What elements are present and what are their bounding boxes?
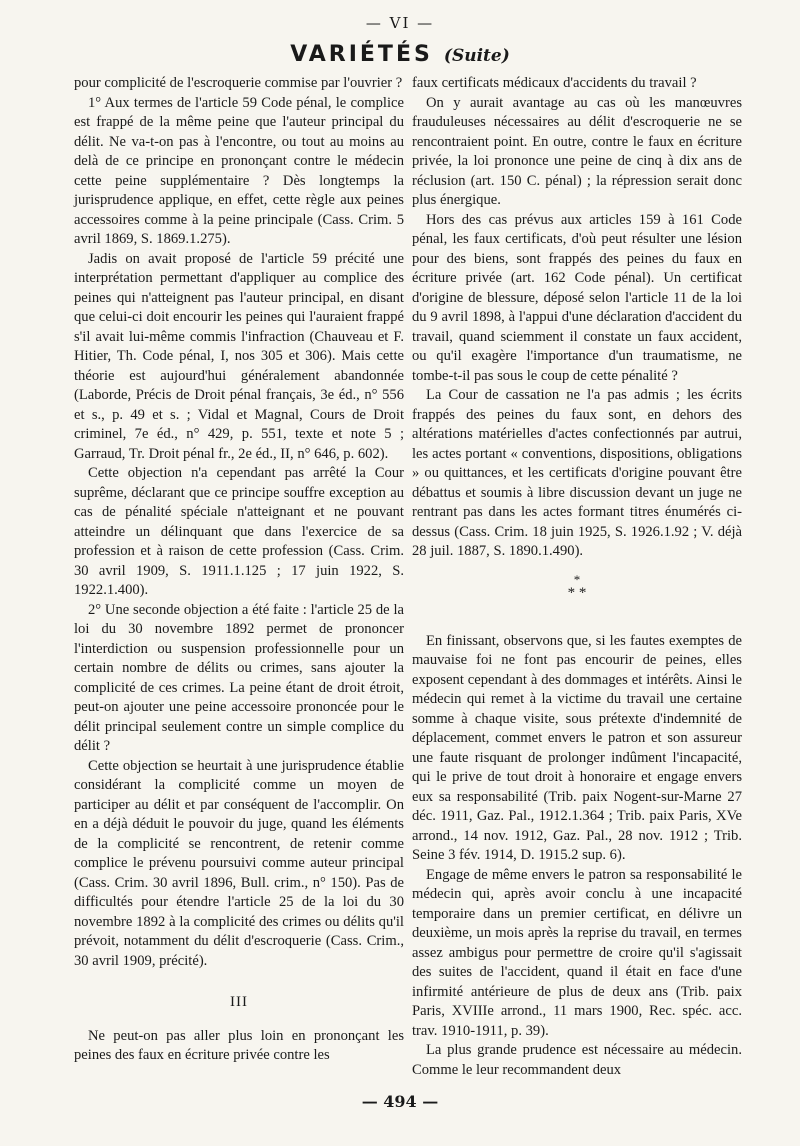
paragraph: 1° Aux termes de l'article 59 Code pénal, le complice est frappé de la même peine que l'auteur principal du délit. Ne va-t-on pas à l'encontre, ou tout au moins au delà de ce principe en prononçant contre le médecin cette peine supplémentaire ? Dès longtemps la jurisprudence applique, en effet, cette règle aux peines accessoires comme à la peine principale (Cass. Crim. 5 avril 1869, S. 1869.1.275). [74, 94, 404, 247]
right-column [412, 74, 742, 1080]
section-heading: III [230, 994, 248, 1010]
paragraph: Engage de même envers le patron sa responsabilité le médecin qui, après avoir conclu à une incapacité temporaire dans un premier certificat, en délivre un deuxième, un mois après la reprise du travail, en termes assez ambigus pour permettre de croire qu'il s'agissait des suites de l'accident, quand il était en face d'une infirmité antérieure de plus de deux ans (Trib. paix Paris, XVIIIe arrond., 11 mars 1900, Rec. spéc. acc. trav. 1910-1911, p. 39). [412, 866, 742, 1039]
left-column [74, 74, 404, 1066]
paragraph: La plus grande prudence est nécessaire au médecin. Comme le leur recommandent deux [412, 1042, 742, 1078]
paragraph: Cette objection se heurtait à une jurisprudence établie considérant la complicité comme un moyen de participer au délit et par conséquent de l'accomplir. On en a déjà déduit le pouvoir du juge, quand les éléments de la complicité se rencontrent, de retenir comme complice le prévenu poursuivi comme auteur principal (Cass. Crim. 30 avril 1896, Bull. crim., n° 150). Pas de difficultés pour étendre l'article 25 de la loi du 30 novembre 1892 à la complicité des crimes ou délits qu'il prévoit, notamment du délit d'escroquerie (Cass. Crim., 30 avril 1909, précité). [74, 757, 404, 969]
paragraph: faux certificats médicaux d'accidents du travail ? [412, 75, 697, 91]
paragraph: On y aurait avantage au cas où les manœuvres frauduleuses nécessaires au délit d'escroquerie ne se rencontraient point. En outre, contre le faux en écriture privée, la loi prononce une peine de cinq à dix ans de réclusion (art. 150 C. pénal) ; la répression serait donc plus énergique. [412, 94, 742, 208]
section-title: VARIÉTÉS [290, 42, 433, 67]
page-roman-numeral: — VI — [365, 14, 435, 32]
asterism-separator [412, 571, 742, 602]
page-number: — 494 — [361, 1092, 439, 1111]
paragraph: pour complicité de l'escroquerie commise par l'ouvrier ? [74, 75, 403, 91]
running-title [0, 42, 800, 67]
paragraph: 2° Une seconde objection a été faite : l'article 25 de la loi du 30 novembre 1892 permet de prononcer l'interdiction ou suspension professionnelle pour un certain nombre de délits ou crimes, sans ajouter la complicité de ces crimes. La peine étant de droit étroit, peut-on ajouter une peine accessoire prononcée pour le délit principal seulement contre un simple complice du délit ? [74, 601, 404, 754]
asterism-bottom: * * [567, 584, 587, 601]
section-subtitle: (Suite) [443, 46, 510, 66]
paragraph: La Cour de cassation ne l'a pas admis ; les écrits frappés des peines du faux sont, en dehors des altérations matérielles d'actes confectionnés par autrui, les actes portant « conventions, dispositions, obligations » ou quittances, et les certificats d'origine pouvant être débattus et soumis à libre discussion devant un juge ne rentrant pas dans les actes formant titres énumérés ci-dessus (Cass. Crim. 18 juin 1925, S. 1926.1.92 ; V. déjà 28 juil. 1887, S. 1890.1.490). [412, 387, 742, 559]
asterism-top: * [573, 571, 581, 587]
paragraph: En finissant, observons que, si les fautes exemptes de mauvaise foi ne font pas encourir de peines, elles exposent cependant à des dommages et intérêts. Ainsi le médecin qui remet à la victime du travail une certaine somme à chaque visite, sous prétexte d'indemnité de déplacement, commet envers le patron et son assureur une faute risquant de prolonger indûment l'incapacité, qui le prive de tout droit à honoraire et engage envers eux sa responsabilité (Trib. paix Nogent-sur-Marne 27 déc. 1911, Gaz. Pal., 1912.1.364 ; Trib. paix Paris, XVe arrond., 14 nov. 1912, Gaz. Pal., 28 nov. 1912 ; Trib. Seine 3 fév. 1914, D. 1915.2 sup. 6). [412, 632, 742, 863]
paragraph: Hors des cas prévus aux articles 159 à 161 Code pénal, les faux certificats, d'où peut résulter une lésion pour des biens, sont frappés des peines du faux en écriture privée (art. 162 Code pénal). Un certificat d'origine de blessure, déposé selon l'article 11 de la loi du 9 avril 1898, à l'appui d'une déclaration d'accident du travail, quand sciemment il constate un faux accident, ou qu'il exagère l'importance d'un traumatisme, ne tombe-t-il pas sous le coup de cette pénalité ? [412, 211, 742, 384]
paragraph: Cette objection n'a cependant pas arrêté la Cour suprême, déclarant que ce principe souffre exception au cas de pénalité spéciale n'atteignant et ne pouvant atteindre un délinquant que dans l'exercice de sa profession et à raison de cette profession (Cass. Crim. 30 avril 1909, S. 1911.1.125 ; 17 juin 1922, S. 1922.1.400). [74, 465, 404, 598]
paragraph: Jadis on avait proposé de l'article 59 précité une interprétation permettant d'appliquer au complice des peines qui n'atteignent pas l'auteur principal, en disant que celui-ci doit encourir les peines qui l'auraient frappé s'il avait lui-même commis l'infraction (Chauveau et F. Hitier, Th. Code pénal, I, nos 305 et 306). Mais cette théorie est aujourd'hui généralement abandonnée (Laborde, Précis de Droit pénal français, 3e éd., n° 556 et s., p. 49 et s. ; Vidal et Magnal, Cours de Droit criminel, 7e éd., n° 429, p. 551, texte et note 5 ; Garraud, Tr. Droit pénal fr., 2e éd., II, n° 646, p. 602). [74, 250, 404, 462]
paragraph: Ne peut-on pas aller plus loin en prononçant les peines des faux en écriture privée contre les [74, 1027, 404, 1063]
